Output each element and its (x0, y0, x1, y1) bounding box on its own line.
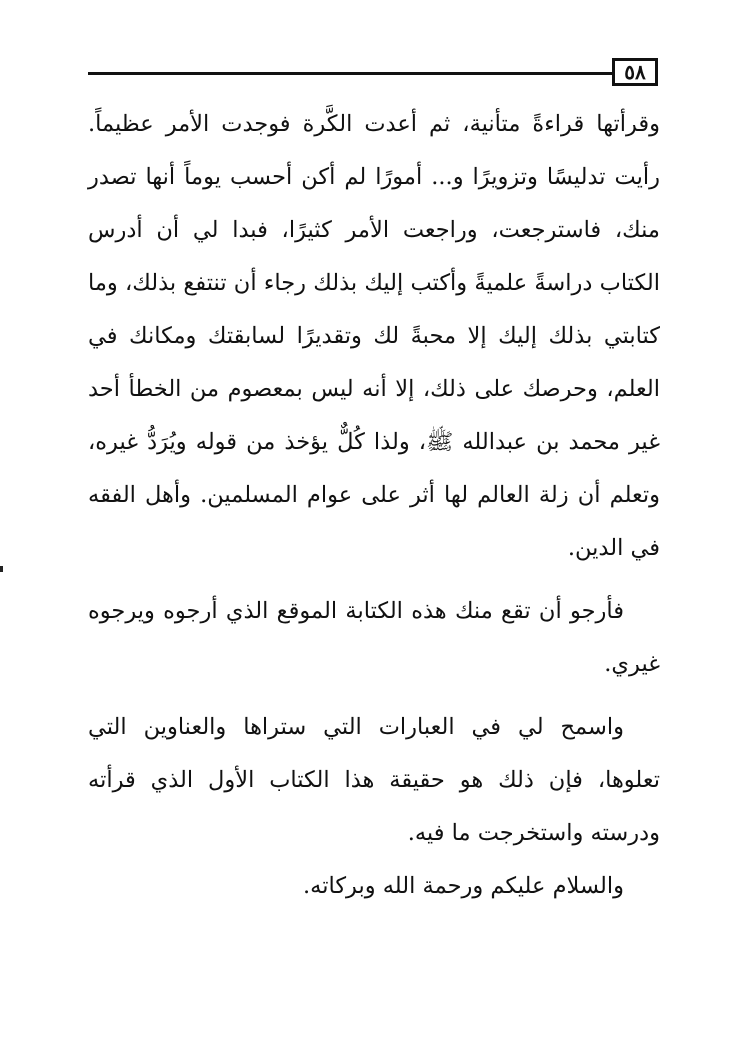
header-rule (88, 72, 612, 75)
page-number-text: ٥٨ (624, 60, 646, 84)
page-body (88, 98, 660, 913)
page-number (612, 58, 658, 86)
paragraph-3: واسمح لي في العبارات التي ستراها والعناوين التي تعلوها، فإن ذلك هو حقيقة هذا الكتاب الأول الذي قرأته ودرسته واستخرجت ما فيه. (88, 714, 660, 846)
closing-salutation: والسلام عليكم ورحمة الله وبركاته. (303, 873, 624, 899)
scan-edge-mark (0, 566, 3, 572)
paragraph-2: فأرجو أن تقع منك هذه الكتابة الموقع الذي أرجوه ويرجوه غيري. (88, 598, 660, 677)
paragraph-1: وقرأتها قراءةً متأنية، ثم أعدت الكَّرة فوجدت الأمر عظيماً. رأيت تدليسًا وتزويرًا و... أمورًا لم أكن أحسب يوماً أنها تصدر منك، فاسترجعت، وراجعت الأمر كثيرًا، فبدا لي أن أدرس الكتاب دراسةً علميةً وأكتب إليك بذلك رجاء أن تنتفع بذلك، وما كتابتي بذلك إليك إلا محبةً لك وتقديرًا لسابقتك ومكانك في العلم، وحرصك على ذلك، إلا أنه ليس بمعصوم من الخطأ أحد غير محمد بن عبدالله ﷺ، ولذا كُلٌّ يؤخذ من قوله ويُرَدُّ غيره، وتعلم أن زلة العالم لها أثر على عوام المسلمين. وأهل الفقه في الدين. (88, 111, 660, 561)
